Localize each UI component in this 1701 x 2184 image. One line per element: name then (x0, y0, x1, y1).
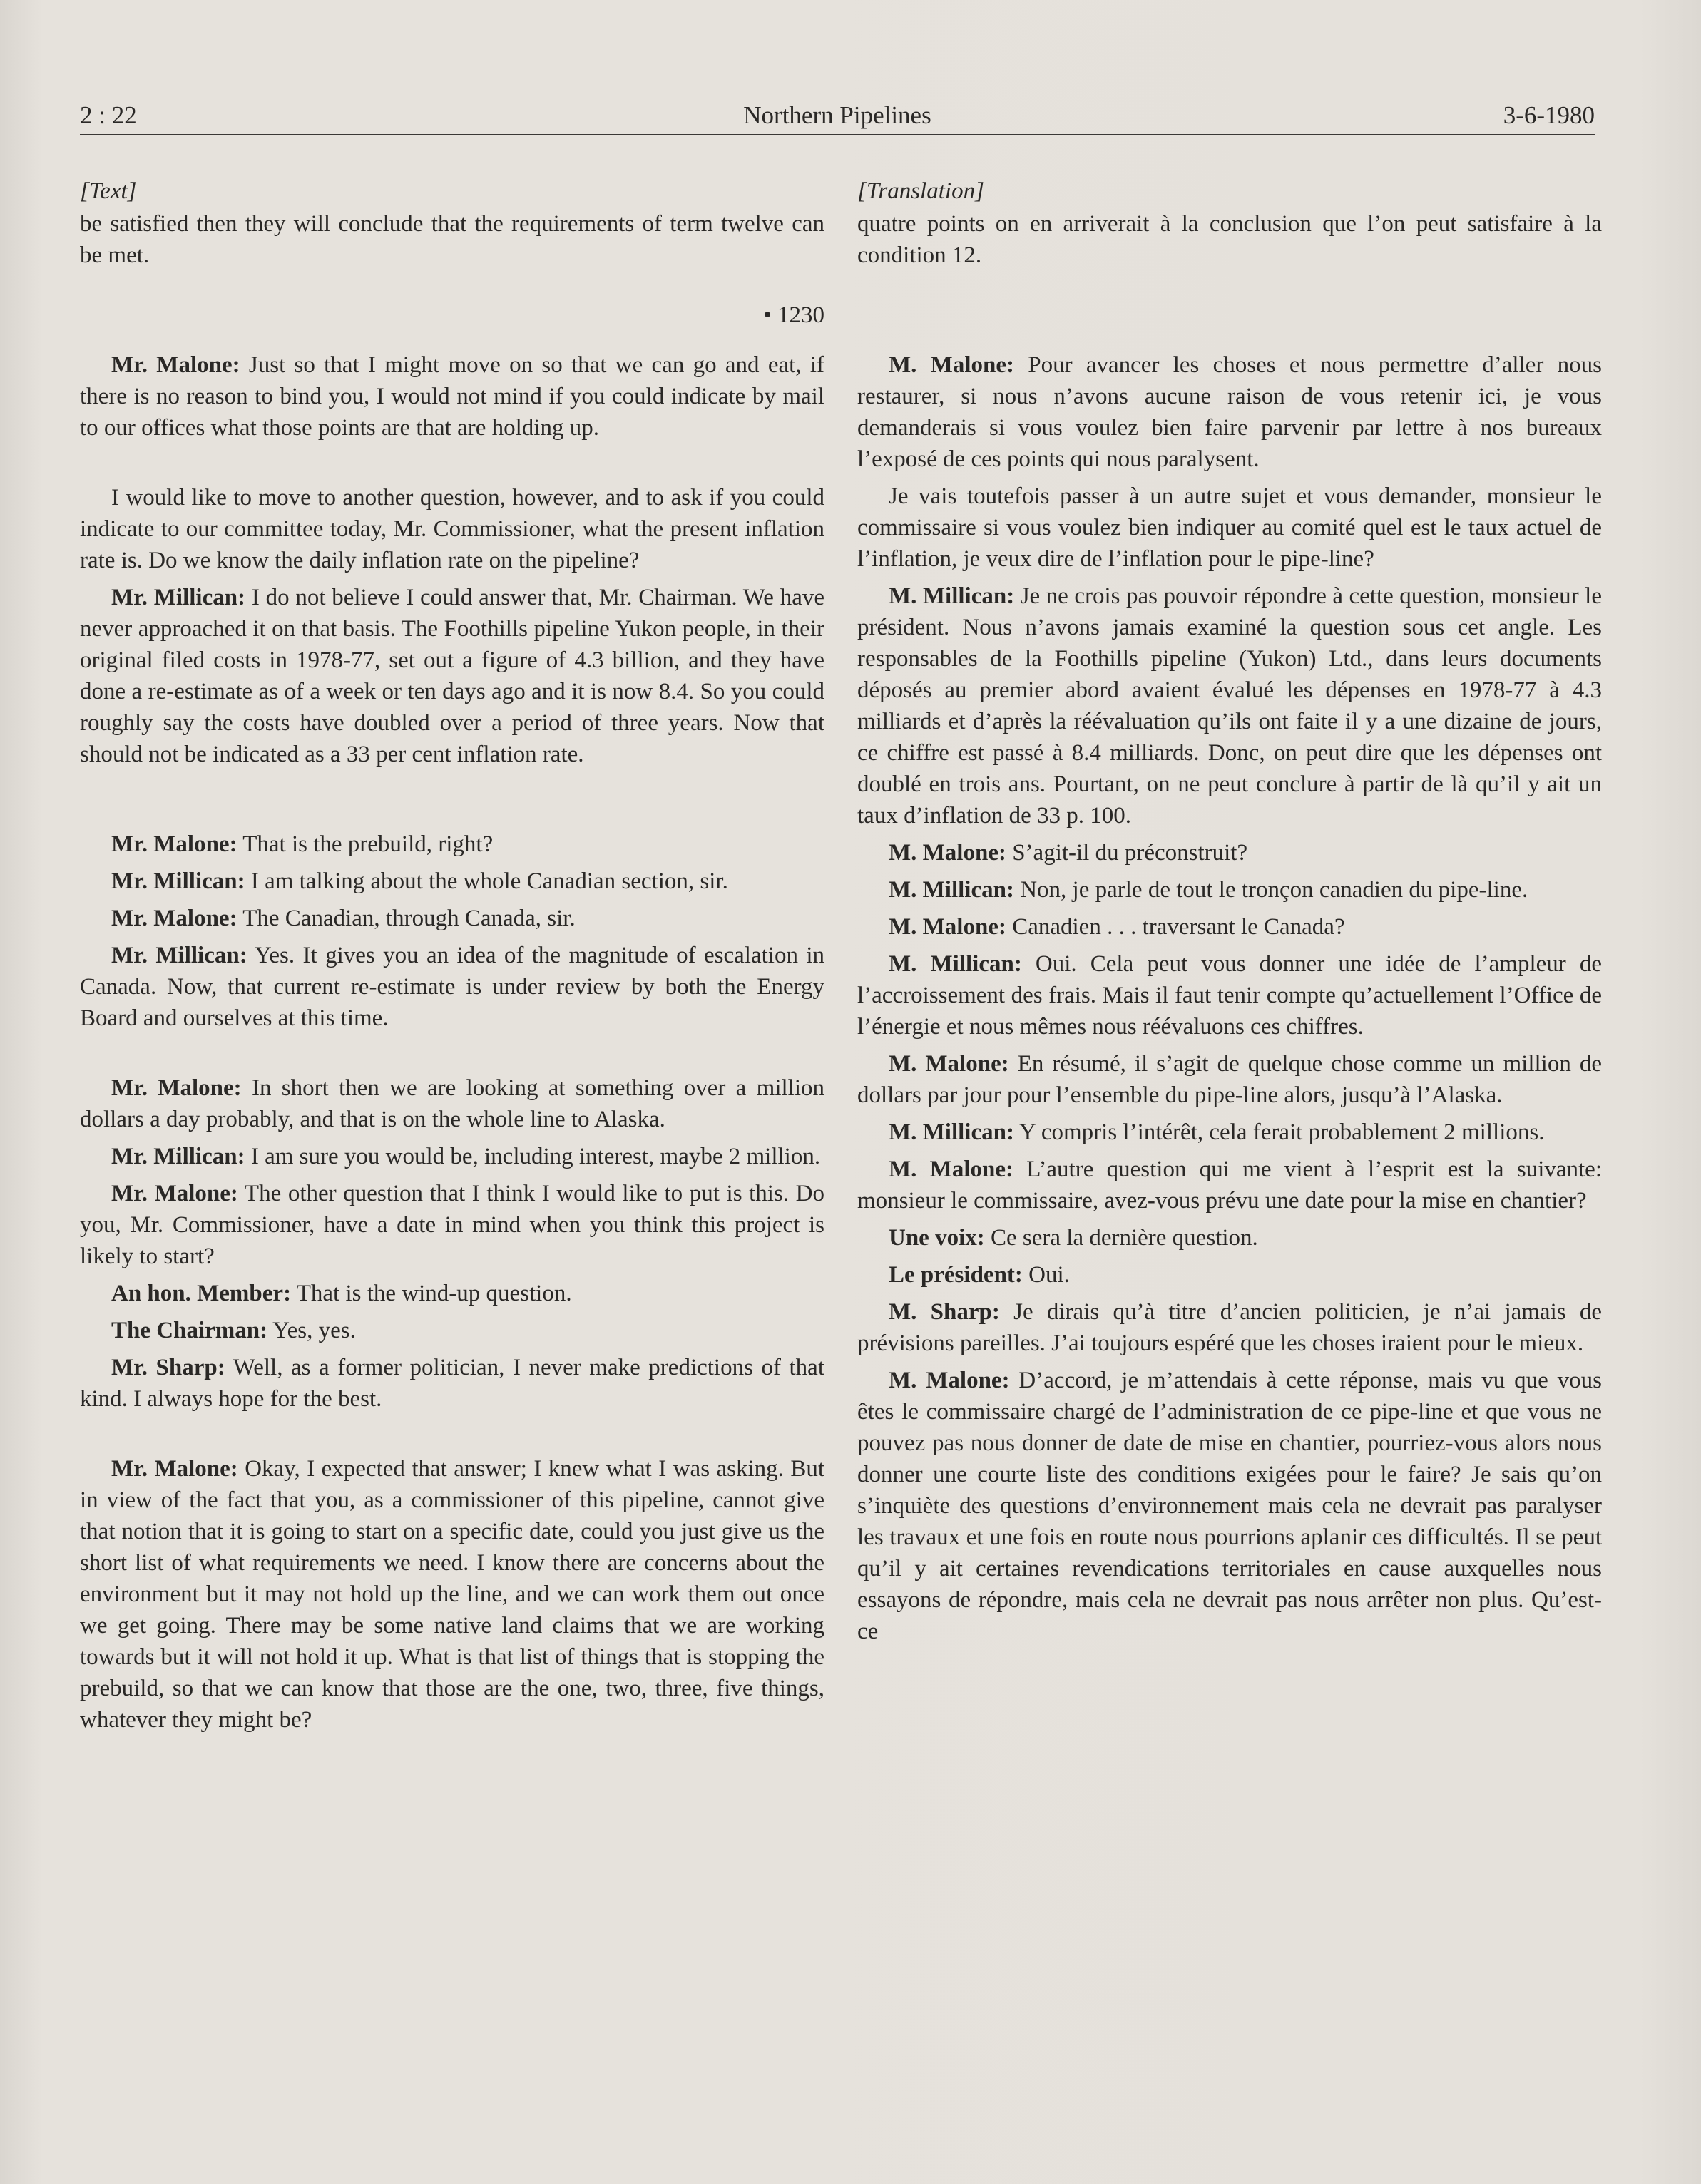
paragraph (857, 911, 1602, 943)
paragraph (857, 948, 1602, 1042)
paragraph (857, 1117, 1602, 1148)
paragraph (80, 940, 824, 1034)
speaker: M. Millican: (889, 951, 1022, 977)
speech: The Canadian, through Canada, sir. (237, 906, 576, 931)
speech: Yes. It gives you an idea of the magnitude of escalation in Canada. Now, that current re-estimate is under review by both the Energy Board and ourselves at this time. (80, 943, 824, 1031)
speaker: Mr. Millican: (111, 1144, 245, 1169)
french-column (857, 175, 1602, 1653)
speech: L’autre question qui me vient à l’esprit est la suivante: monsieur le commissaire, avez-vous prévu une date pour la mise en chantier? (857, 1157, 1602, 1214)
paragraph (857, 1296, 1602, 1359)
speaker: M. Malone: (889, 1368, 1010, 1393)
paragraph (857, 1048, 1602, 1111)
running-title: Northern Pipelines (743, 101, 931, 129)
speech: En résumé, il s’agit de quelque chose comme un million de dollars par jour pour l’ensemble du pipe-line alors, jusqu’à l’Alaska. (857, 1051, 1602, 1108)
speech: Just so that I might move on so that we can go and eat, if there is no reason to bind you, I would not mind if you could indicate by mail to our offices what those points are that are holding up. (80, 352, 824, 441)
speech: I am talking about the whole Canadian section, sir. (245, 868, 728, 894)
speaker: Mr. Malone: (111, 906, 237, 931)
paragraph (80, 1315, 824, 1346)
speaker: Mr. Malone: (111, 831, 237, 857)
paragraph (80, 1278, 824, 1309)
speech: Okay, I expected that answer; I knew what I was asking. But in view of the fact that you, as a commissioner of this pipeline, cannot give that notion that it is going to start on a specific date, could you just give us the short list of what requirements we need. I know there are concerns about the environment but it may not hold up the line, and we can work them out once we get going. There may be some native land claims that we are working towards but it will not hold it up. What is that list of things that is stopping the prebuild, so that we can know that those are the one, two, three, five things, whatever they might be? (80, 1456, 824, 1733)
speech: Oui. Cela peut vous donner une idée de l’ampleur de l’accroissement des frais. Mais il faut tenir compte qu’actuellement l’Office de l’énergie et nous mêmes nous réévaluons ces chiffres. (857, 951, 1602, 1040)
opening-paragraph: be satisfied then they will conclude that the requirements of term twelve can be met. (80, 211, 824, 268)
speaker: An hon. Member: (111, 1281, 292, 1306)
speech: Je dirais qu’à titre d’ancien politicien, je n’ai jamais de prévisions pareilles. J’ai toujours espéré que les choses iraient pour le mieux. (857, 1299, 1602, 1356)
page-number: 2 : 22 (80, 101, 137, 129)
english-column (80, 175, 824, 1741)
speaker: M. Malone: (889, 1051, 1009, 1077)
speaker: Mr. Millican: (111, 868, 245, 894)
translation-label: [Translation] (857, 178, 984, 204)
speaker: M. Millican: (889, 583, 1015, 609)
speech: Pour avancer les choses et nous permettre d’aller nous restaurer, si nous n’avons aucune raison de vous retenir ici, je vous demanderais si vous voulez bien faire parvenir par lettre à nos bureaux l’exposé de ces points qui nous paralysent. (857, 352, 1603, 472)
speech: In short then we are looking at something over a million dollars a day probably, and that is on the whole line to Alaska. (80, 1075, 824, 1132)
speaker: Mr. Malone: (111, 1075, 242, 1101)
speech: Oui. (1022, 1262, 1070, 1288)
speaker: Mr. Sharp: (111, 1355, 225, 1380)
paragraph (80, 1453, 824, 1736)
page-date: 3-6-1980 (1503, 101, 1595, 129)
speech: Je ne crois pas pouvoir répondre à cette question, monsieur le président. Nous n’avons jamais examiné la question sous cet angle. Les responsables de la Foothills pipeline (Yukon) Ltd., dans leurs documents déposés au premier abord avaient évalué les dépenses en 1978-77 à 4.3 milliards et d’après la réévaluation qu’ils ont faite il y a une dizaine de jours, ce chiffre est passé à 8.4 milliards. Donc, on peut dire que les dépenses ont doublé en trois ans. Pourtant, on ne peut conclure à partir de là qu’il y ait un taux d’inflation de 33 p. 100. (857, 583, 1602, 829)
speaker: Le président: (889, 1262, 1023, 1288)
speech: The other question that I think I would like to put is this. Do you, Mr. Commissioner, have a date in mind when you think this project is likely to start? (80, 1181, 824, 1269)
speaker: Mr. Millican: (111, 585, 246, 610)
paragraph (857, 1222, 1602, 1254)
paragraph (80, 482, 824, 576)
speech: S’agit-il du préconstruit? (1006, 840, 1248, 866)
paragraph (857, 837, 1602, 868)
paragraph (857, 580, 1602, 831)
page-header (80, 98, 1595, 135)
paragraph (857, 1259, 1602, 1291)
paragraph (80, 829, 824, 860)
time-marker: • 1230 (763, 302, 824, 328)
speaker: M. Malone: (889, 914, 1006, 940)
speech: Je vais toutefois passer à un autre sujet et vous demander, monsieur le commissaire si vous voulez bien indiquer au comité quel est le taux actuel de l’inflation, je veux dire de l’inflation pour le pipe-line? (857, 483, 1602, 572)
paragraph (80, 582, 824, 770)
speech: I am sure you would be, including interest, maybe 2 million. (245, 1144, 821, 1169)
speech: Y compris l’intérêt, cela ferait probablement 2 millions. (1013, 1119, 1545, 1145)
speaker: Une voix: (889, 1225, 985, 1251)
paragraph (857, 1365, 1602, 1647)
paragraph (80, 1141, 824, 1172)
paragraph (80, 866, 824, 897)
opening-paragraph: quatre points on en arriverait à la conclusion que l’on peut satisfaire à la condition 12. (857, 211, 1602, 268)
speaker: M. Millican: (889, 1119, 1014, 1145)
speech: Canadien . . . traversant le Canada? (1006, 914, 1345, 940)
speech: That is the prebuild, right? (237, 831, 494, 857)
speaker: M. Sharp: (889, 1299, 1000, 1325)
paragraph (857, 874, 1602, 906)
speech: Well, as a former politician, I never make predictions of that kind. I always hope for the best. (80, 1355, 824, 1412)
speech: I do not believe I could answer that, Mr. Chairman. We have never approached it on that basis. The Foothills pipeline Yukon people, in their original filed costs in 1978-77, set out a figure of 4.3 billion, and they have done a re-estimate as of a week or ten days ago and it is now 8.4. So you could roughly say the costs have doubled over a period of three years. Now that should not be indicated as a 33 per cent inflation rate. (80, 585, 824, 767)
paragraph (857, 349, 1602, 475)
text-label: [Text] (80, 178, 137, 204)
speech: Ce sera la dernière question. (984, 1225, 1258, 1251)
speaker: M. Millican: (889, 877, 1014, 903)
speaker: M. Malone: (889, 1157, 1013, 1182)
paragraph (857, 1154, 1602, 1216)
speaker: Mr. Malone: (111, 352, 240, 378)
speaker: Mr. Millican: (111, 943, 247, 968)
paragraph (80, 903, 824, 934)
speech: D’accord, je m’attendais à cette réponse, mais vu que vous êtes le commissaire chargé de l’administration de ce pipe-line et que vous ne pouvez pas nous donner de date de mise en chantier, pourriez-vous alors nous donner une courte liste des conditions exigées pour le faire? Je sais qu’on s’inquiète des questions d’environnement mais cela ne devrait pas paralyser les travaux et une fois en route nous pourrions aplanir ces difficultés. Il se peut qu’il y ait certaines revendications territoriales en cause auxquelles nous essayons de répondre, mais cela ne devrait pas nous arrêter non plus. Qu’est-ce (857, 1368, 1602, 1644)
speaker: Mr. Malone: (111, 1456, 238, 1482)
speech: I would like to move to another question, however, and to ask if you could indicate to our committee today, Mr. Commissioner, what the present inflation rate is. Do we know the daily inflation rate on the pipeline? (80, 485, 824, 573)
speaker: The Chairman: (111, 1318, 268, 1343)
speech: Yes, yes. (267, 1318, 356, 1343)
paragraph (80, 1072, 824, 1135)
paragraph (857, 481, 1602, 575)
speaker: M. Malone: (889, 840, 1006, 866)
speech: That is the wind-up question. (291, 1281, 572, 1306)
paragraph (80, 349, 824, 444)
speaker: Mr. Malone: (111, 1181, 238, 1206)
paragraph (80, 1178, 824, 1272)
speech: Non, je parle de tout le tronçon canadien du pipe-line. (1013, 877, 1528, 903)
speaker: M. Malone: (889, 352, 1014, 378)
paragraph (80, 1352, 824, 1415)
